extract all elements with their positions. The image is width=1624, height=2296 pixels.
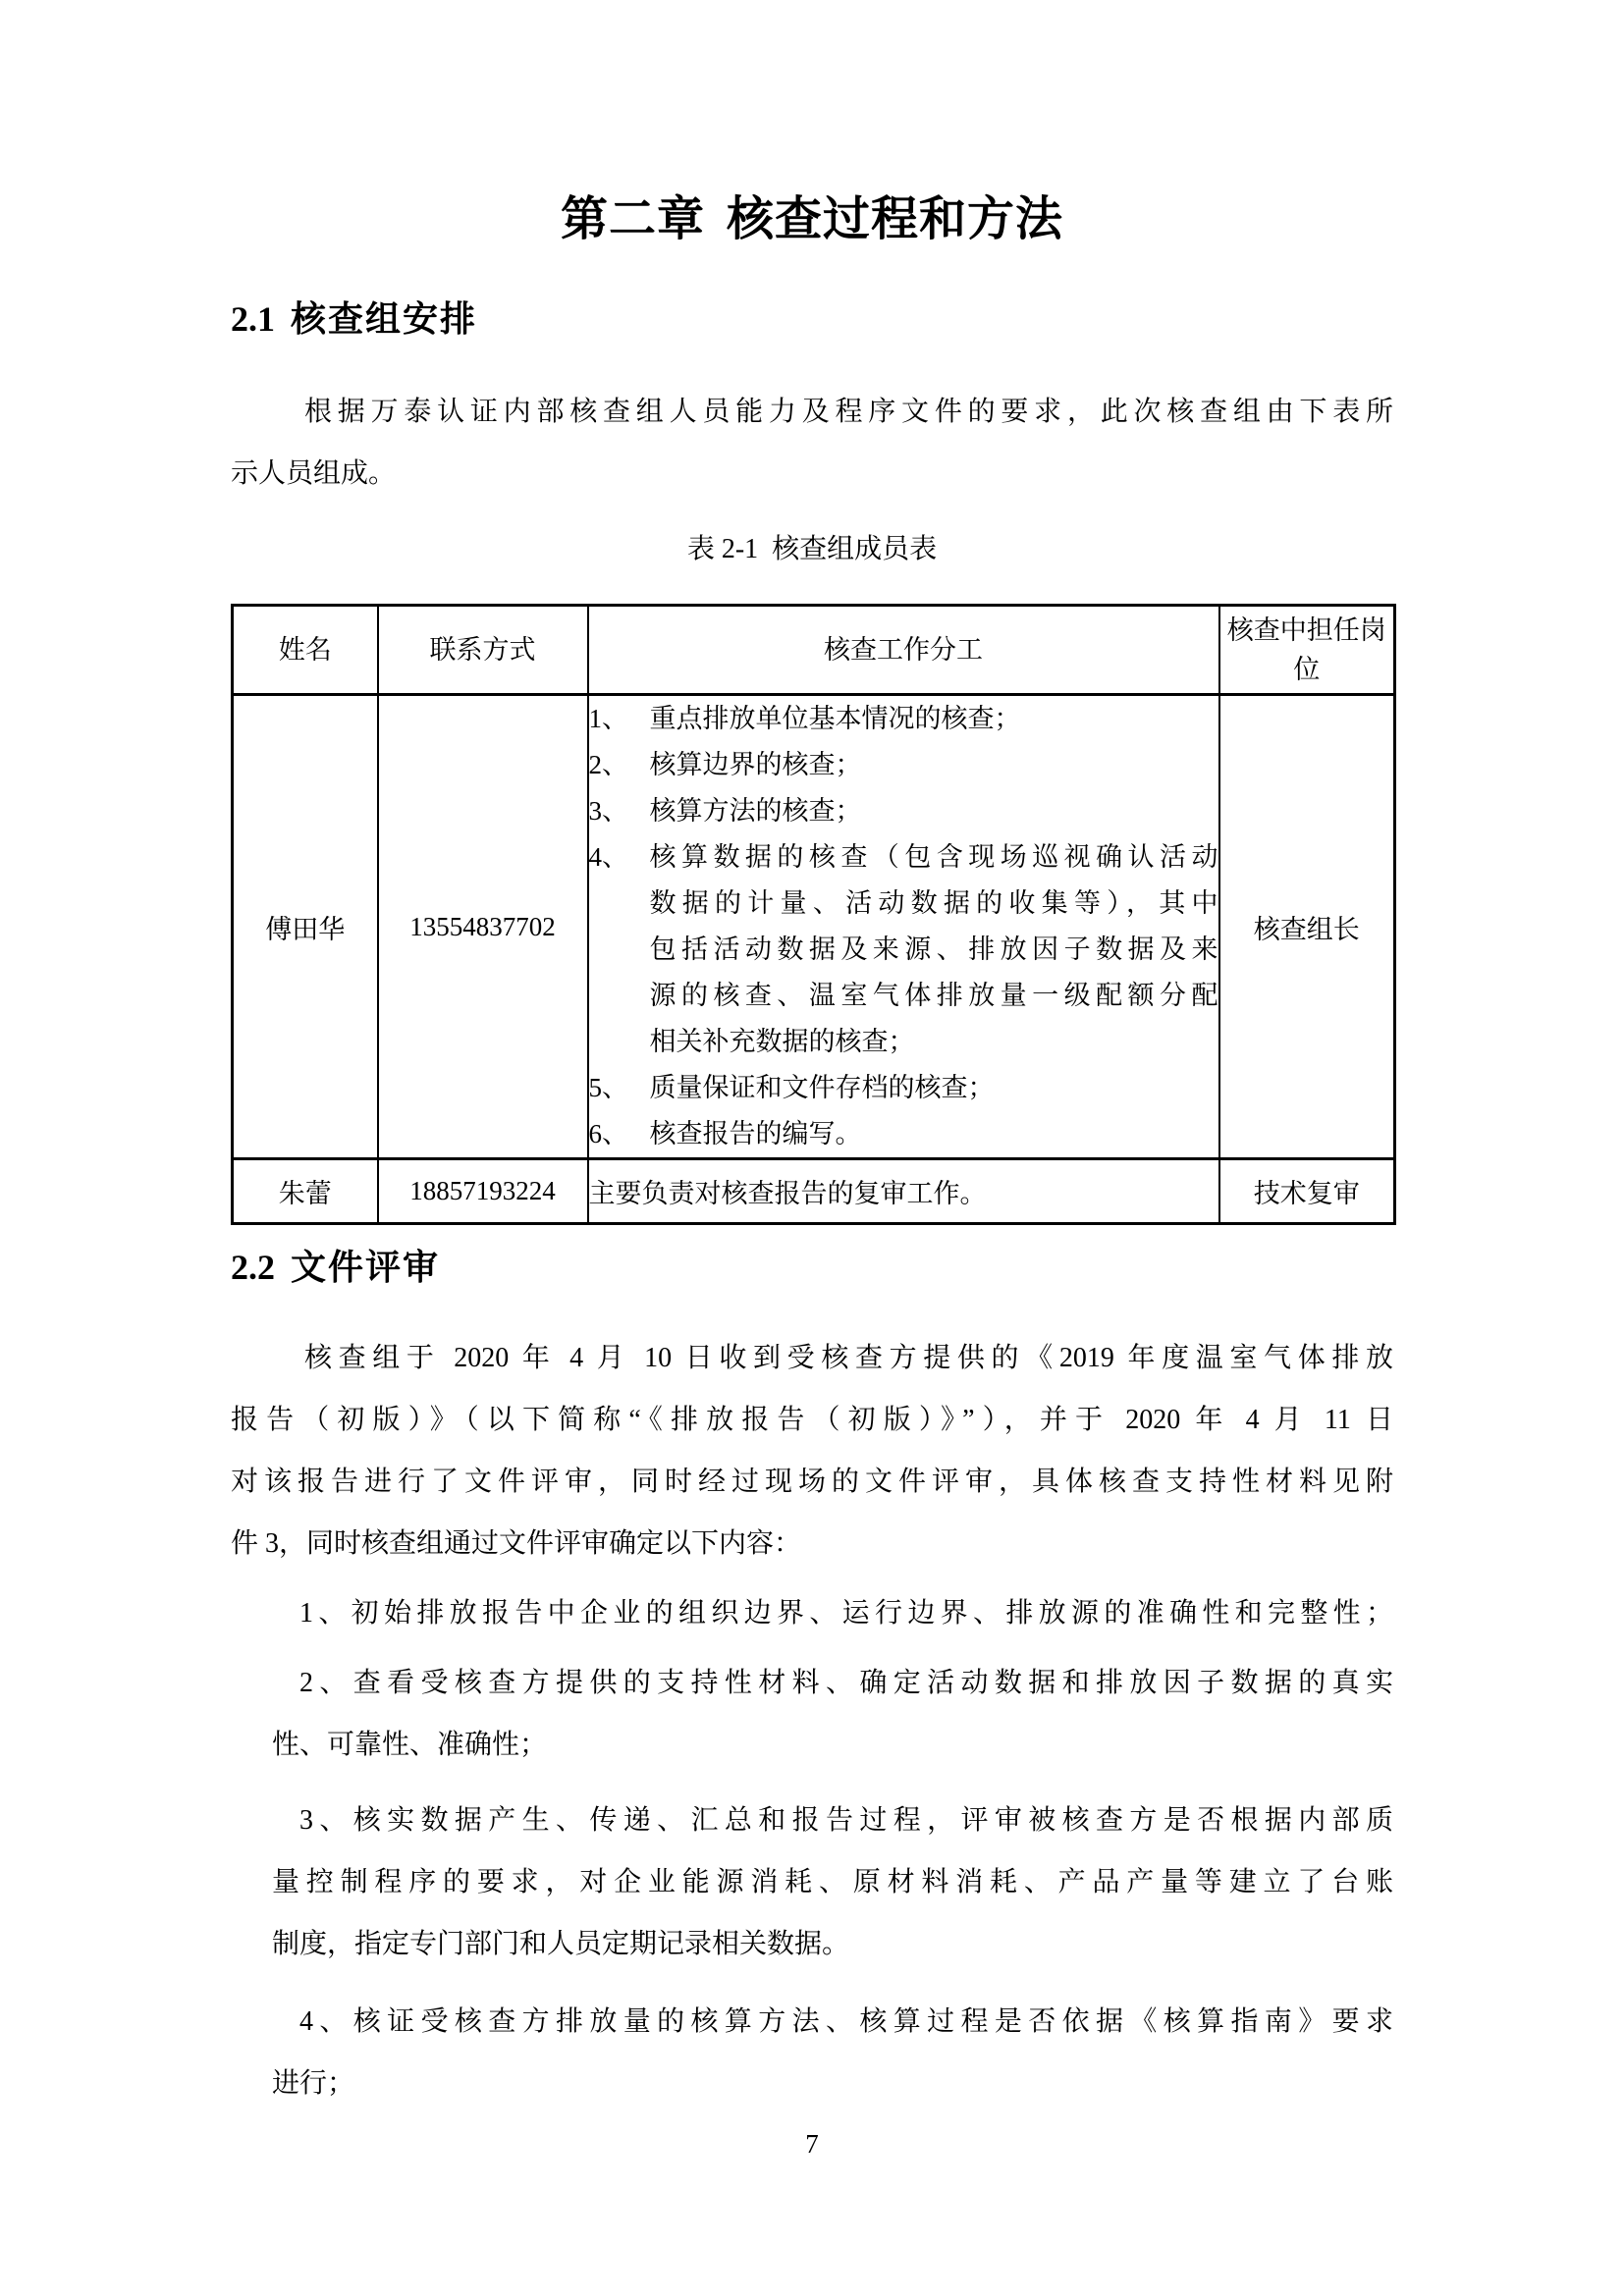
duty-number: 4、: [588, 842, 628, 872]
section-number: 2.1: [231, 299, 275, 339]
cell-phone: 13554837702: [378, 695, 588, 1159]
text-line: 包括活动数据及来源、排放因子数据及来: [649, 934, 1218, 964]
text-line: 4、核证受核查方排放量的核算方法、核算过程是否依据《核算指南》要求: [299, 2006, 1393, 2037]
table-row: [233, 695, 1395, 1159]
section-heading-2-1: [231, 298, 1393, 340]
text-line: 进行；: [272, 2068, 355, 2099]
duty-item: [589, 788, 1218, 834]
chapter-title-number: 第二章: [560, 193, 705, 245]
duty-item: [589, 1111, 1218, 1157]
table-header-row: [233, 606, 1395, 695]
cell-role: 核查组长: [1219, 695, 1395, 1159]
page-content: [231, 192, 1393, 2114]
text-line: 核算边界的核查；: [649, 750, 862, 779]
text-line: 核算方法的核查；: [649, 796, 862, 826]
header-role: 核查中担任岗位: [1219, 606, 1395, 695]
text-line: 核算数据的核查（包含现场巡视确认活动: [649, 842, 1218, 872]
paragraph-2-1: [231, 381, 1393, 505]
page-number: 7: [805, 2129, 819, 2159]
numbered-item-3: [272, 1789, 1393, 1975]
chapter-title-text: 核查过程和方法: [727, 193, 1064, 245]
cell-name: 朱蕾: [233, 1159, 378, 1224]
header-name: 姓名: [233, 606, 378, 695]
cell-name: 傅田华: [233, 695, 378, 1159]
table-caption: 表 2-1 核查组成员表: [686, 534, 938, 564]
duty-item: [589, 742, 1218, 788]
table-row: [233, 1159, 1395, 1224]
cell-phone: 18857193224: [378, 1159, 588, 1224]
text-line: 根据万泰认证内部核查组人员能力及程序文件的要求，此次核查组由下表所: [304, 397, 1393, 427]
section-title: 文件评审: [291, 1247, 441, 1287]
chapter-title: [231, 192, 1393, 247]
text-line: 源的核查、温室气体排放量一级配额分配: [649, 981, 1218, 1010]
text-line: 报告（初版）》（以下简称“《排放报告（初版）》”），并于 2020 年 4 月 11 日: [231, 1405, 1393, 1435]
text-line: 2、查看受核查方提供的支持性材料、确定活动数据和排放因子数据的真实: [299, 1668, 1393, 1698]
text-line: 重点排放单位基本情况的核查；: [649, 704, 1021, 733]
header-duty: 核查工作分工: [588, 606, 1219, 695]
text-line: 相关补充数据的核查；: [649, 1027, 915, 1056]
text-line: 制度，指定专门部门和人员定期记录相关数据。: [272, 1929, 850, 1959]
header-contact: 联系方式: [378, 606, 588, 695]
members-table: [231, 604, 1396, 1225]
duty-item: [589, 1065, 1218, 1111]
cell-duties: 主要负责对核查报告的复审工作。: [588, 1159, 1219, 1224]
text-line: 性、可靠性、准确性；: [272, 1730, 548, 1760]
text-line: 1、初始排放报告中企业的组织边界、运行边界、排放源的准确性和完整性；: [299, 1598, 1393, 1629]
text-line: 件 3，同时核查组通过文件评审确定以下内容：: [231, 1528, 802, 1559]
cell-role: 技术复审: [1219, 1159, 1395, 1224]
text-line: 量控制程序的要求，对企业能源消耗、原材料消耗、产品产量等建立了台账: [272, 1867, 1393, 1897]
section-title: 核查组安排: [291, 298, 478, 339]
section-number: 2.2: [231, 1248, 275, 1287]
text-line: 核查报告的编写。: [649, 1119, 862, 1148]
text-line: 对该报告进行了文件评审，同时经过现场的文件评审，具体核查支持性材料见附: [231, 1467, 1393, 1497]
paragraph-2-2: [231, 1327, 1393, 1575]
cell-duties: [588, 695, 1219, 1159]
section-heading-2-2: [231, 1247, 1393, 1288]
duty-number: 6、: [588, 1119, 628, 1148]
text-line: 3、核实数据产生、传递、汇总和报告过程，评审被核查方是否根据内部质: [299, 1805, 1393, 1836]
text-line: 核查组于 2020 年 4 月 10 日收到受核查方提供的《2019 年度温室气体排放: [304, 1343, 1393, 1373]
numbered-item-2: [272, 1652, 1393, 1776]
duty-item: [589, 696, 1218, 742]
text-line: 质量保证和文件存档的核查；: [649, 1073, 995, 1102]
duty-number: 3、: [588, 796, 628, 826]
duty-number: 5、: [588, 1073, 628, 1102]
numbered-item-1: [272, 1582, 1393, 1644]
duty-item: [589, 834, 1218, 1065]
text-line: 数据的计量、活动数据的收集等），其中: [649, 888, 1218, 918]
duty-number: 2、: [588, 750, 628, 779]
duty-number: 1、: [588, 704, 628, 733]
numbered-item-4: [272, 1991, 1393, 2114]
text-line: 示人员组成。: [231, 458, 397, 489]
